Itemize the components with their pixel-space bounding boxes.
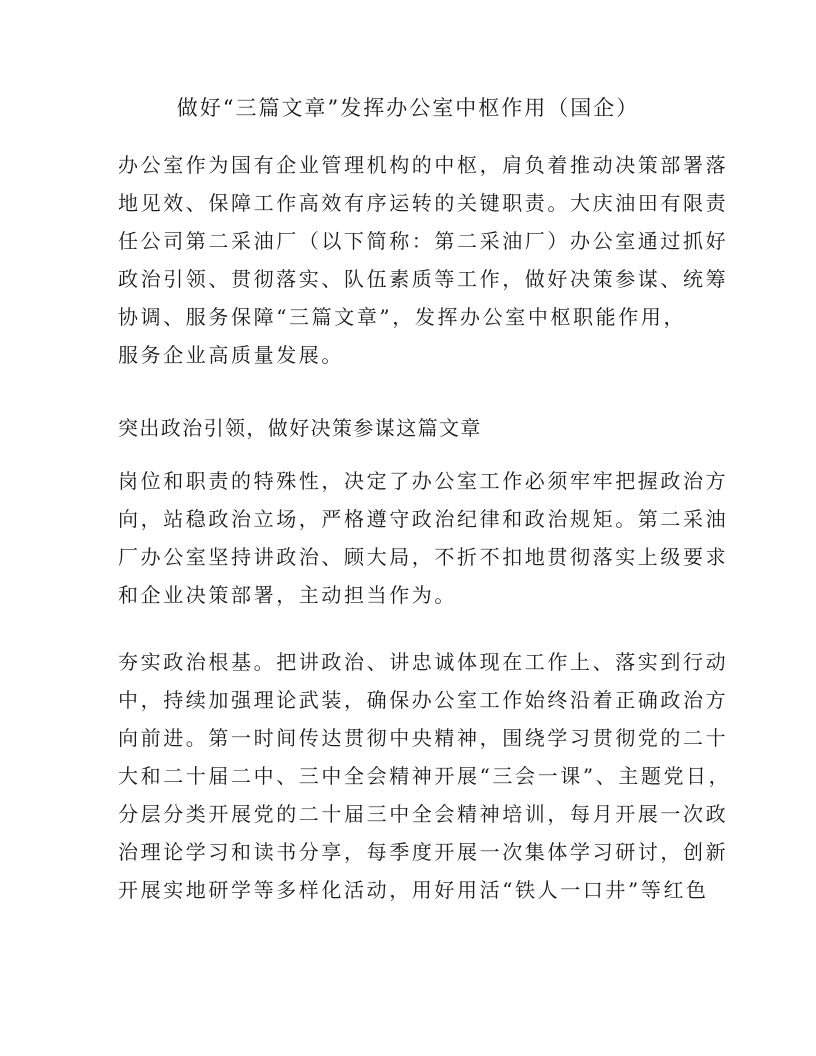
paragraph-intro: [118, 146, 729, 374]
text-line: 协调、服务保障“三篇文章”，发挥办公室中枢职能作用，: [118, 305, 687, 329]
text-line: 服务企业高质量发展。: [118, 343, 344, 367]
text-line: 治理论学习和读书分享，每季度开展一次集体学习研讨，创新: [118, 840, 729, 864]
text-line: 厂办公室坚持讲政治、顾大局，不折不扣地贯彻落实上级要求: [118, 545, 729, 569]
text-line: 向前进。第一时间传达贯彻中央精神，围绕学习贯彻党的二十: [118, 726, 729, 750]
text-line: 政治引领、贯彻落实、队伍素质等工作，做好决策参谋、统筹: [118, 267, 729, 291]
paragraph-body-2: [118, 643, 732, 909]
paragraph-body-1: [118, 462, 729, 614]
section-heading: [118, 409, 718, 447]
text-line: 任公司第二采油厂（以下简称：第二采油厂）办公室通过抓好: [118, 229, 729, 253]
text-line: 大和二十届二中、三中全会精神开展“三会一课”、主题党日，: [118, 764, 732, 788]
text-line: 和企业决策部署，主动担当作为。: [118, 583, 457, 607]
section-heading-text: 突出政治引领，做好决策参谋这篇文章: [118, 416, 482, 440]
text-line: 岗位和职责的特殊性，决定了办公室工作必须牢牢把握政治方: [118, 469, 729, 493]
document-title: 做好“三篇文章”发挥办公室中枢作用（国企）: [176, 96, 640, 120]
text-line: 办公室作为国有企业管理机构的中枢，肩负着推动决策部署落: [118, 153, 729, 177]
text-line: 分层分类开展党的二十届三中全会精神培训，每月开展一次政: [118, 802, 729, 826]
text-line: 夯实政治根基。把讲政治、讲忠诚体现在工作上、落实到行动: [118, 650, 729, 674]
text-line: 地见效、保障工作高效有序运转的关键职责。大庆油田有限责: [118, 191, 729, 215]
text-line: 开展实地研学等多样化活动，用好用活“铁人一口井”等红色: [118, 878, 709, 902]
text-line: 中，持续加强理论武装，确保办公室工作始终沿着正确政治方: [118, 688, 729, 712]
text-line: 向，站稳政治立场，严格遵守政治纪律和政治规矩。第二采油: [118, 507, 729, 531]
